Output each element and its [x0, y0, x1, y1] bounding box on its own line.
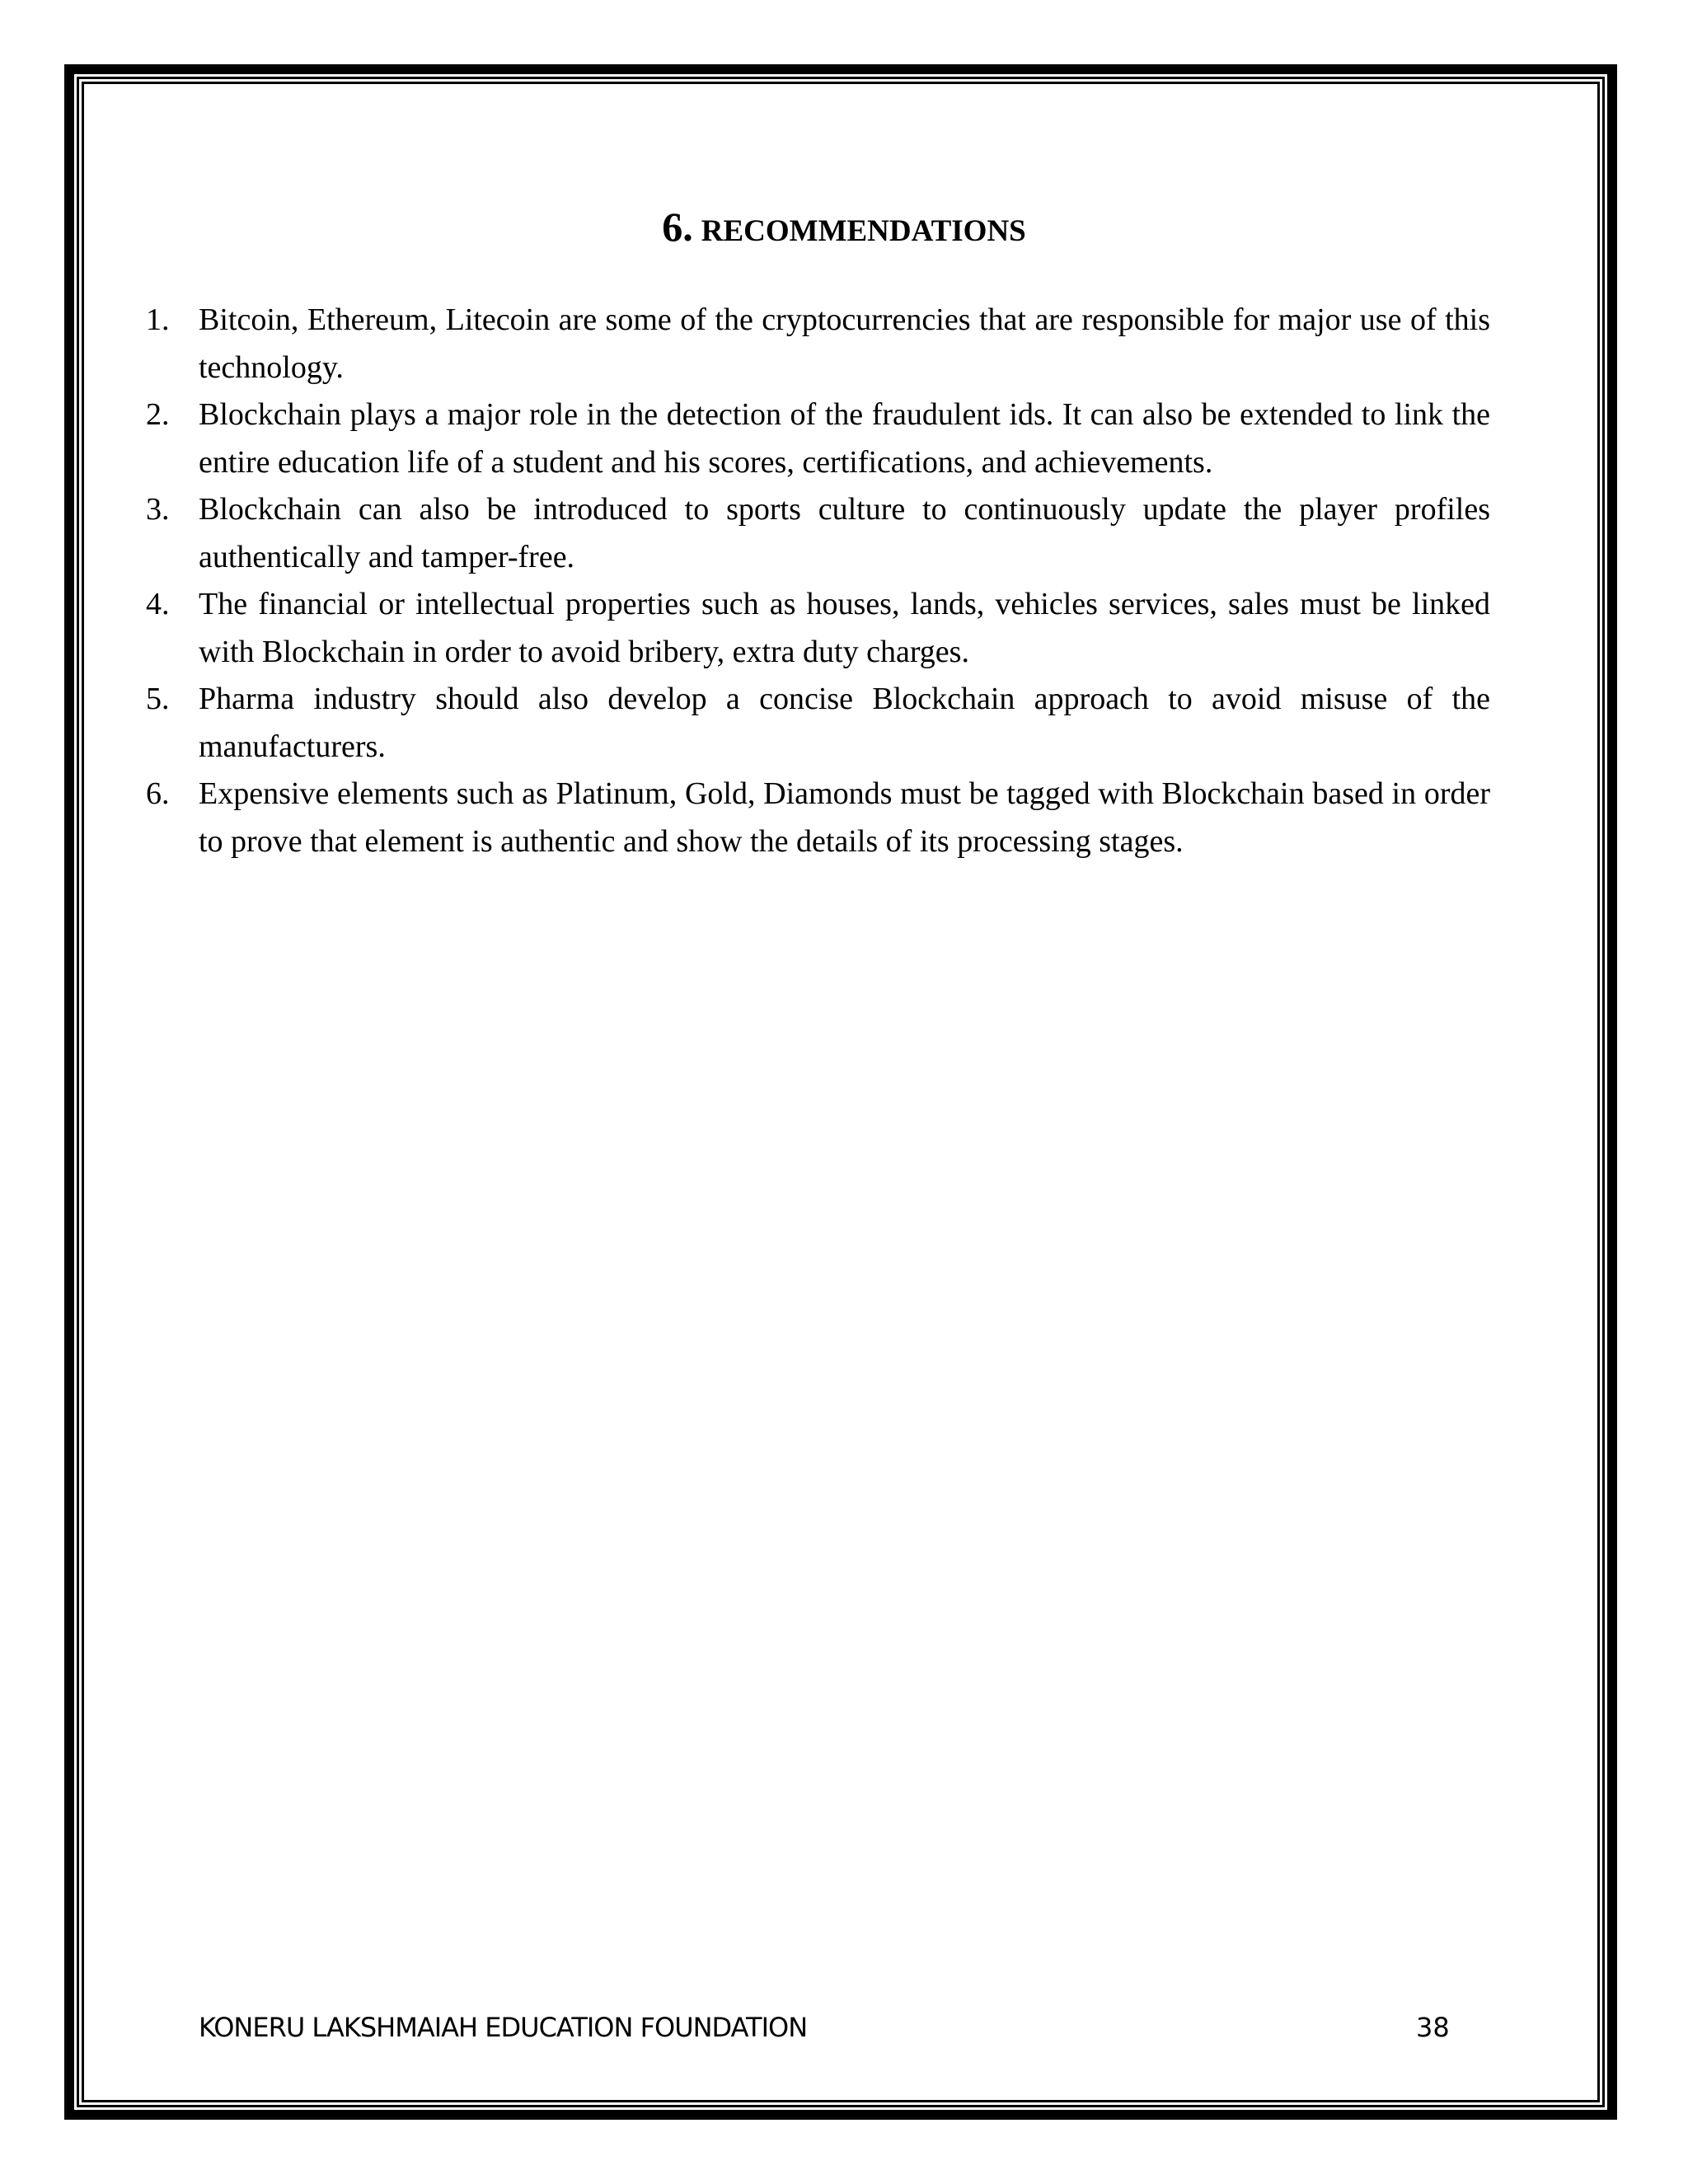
list-item [146, 676, 1490, 771]
list-item-number: 5. [146, 682, 170, 716]
list-item-text: Blockchain plays a major role in the detection of the fraudulent ids. It can also be extended to link the entire education life of a student and his scores, certifications, and achievements. [199, 397, 1490, 480]
list-item [146, 297, 1490, 391]
section-number: 6. [662, 204, 693, 250]
list-item [146, 771, 1490, 865]
list-item [146, 391, 1490, 486]
footer-organization: KONERU LAKSHMAIAH EDUCATION FOUNDATION [199, 2012, 808, 2043]
recommendations-list [146, 297, 1490, 865]
list-item-text: The financial or intellectual properties such as houses, lands, vehicles services, sales must be linked with Blockchain in order to avoid bribery, extra duty charges. [199, 587, 1490, 669]
list-item-number: 3. [146, 492, 170, 527]
list-item-text: Expensive elements such as Platinum, Gold, Diamonds must be tagged with Blockchain based in order to prove that element is authentic and show the details of its processing stages. [199, 776, 1490, 859]
list-item-number: 4. [146, 587, 170, 621]
list-item-number: 6. [146, 776, 170, 811]
section-title: RECOMMENDATIONS [701, 214, 1026, 248]
list-item-text: Bitcoin, Ethereum, Litecoin are some of the cryptocurrencies that are responsible for major use of this technology. [199, 302, 1490, 385]
list-item-text: Pharma industry should also develop a concise Blockchain approach to avoid misuse of the manufacturers. [199, 682, 1490, 764]
list-item-number: 1. [146, 302, 170, 337]
section-heading [0, 198, 1688, 266]
list-item-text: Blockchain can also be introduced to sports culture to continuously update the player profiles authentically and tamper-free. [199, 492, 1490, 574]
list-item [146, 581, 1490, 676]
page-number: 38 [1416, 2012, 1450, 2043]
list-item-number: 2. [146, 397, 170, 432]
list-item [146, 486, 1490, 581]
